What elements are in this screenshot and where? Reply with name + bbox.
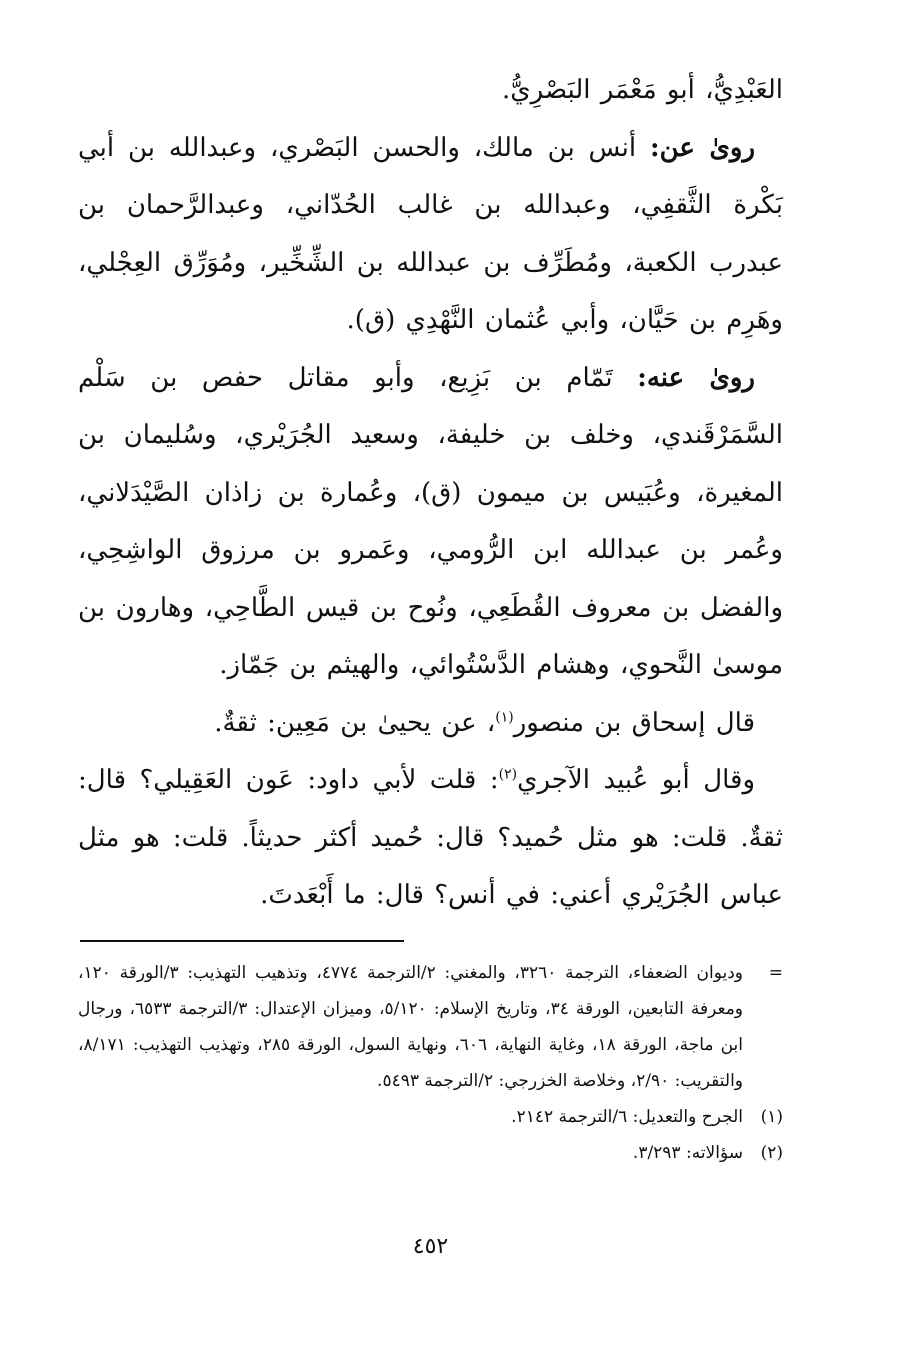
ajurri-quote-start: وقال أبو عُبيد الآجري [517,765,756,795]
paragraph-narrated-from [78,120,783,350]
footnote-continuation-mark: = [768,963,783,983]
footnote-continuation [78,955,783,1099]
paragraph-ishaq-quote [78,695,783,753]
footnote-mark-2: (٢) [760,1143,783,1163]
ajurri-quote-end: : قلت لأبي داود: عَون العَقِيلي؟ قال: ثقةٌ. قلت: هو مثل حُميد؟ قال: حُميد أكثر حديثاً. قلت: هو مثل عباس الجُرَيْري أعني: في أنس؟ قال: ما أَبْعَدتَ. [78,765,783,910]
footnotes [78,955,783,1171]
narrated-from-text: أنس بن مالك، والحسن البَصْري، وعبدالله بن أبي بَكْرة الثَّقفِي، وعبدالله بن غالب الحُدّاني، وعبدالرَّحمان بن عبدرب الكعبة، ومُطَرِّف بن عبدالله بن الشِّخِّير، ومُوَرِّق العِجْلي، وهَرِم بن حَيَّان، وأبي عُثمان النَّهْدِي (ق). [78,132,783,335]
narrated-by-text: تَمّام بن بَزِيع، وأبو مقاتل حفص بن سَلْم السَّمَرْقَندي، وخلف بن خليفة، وسعيد الجُرَيْري، وسُليمان بن المغيرة، وعُبَيس بن ميمون (ق)، وعُمارة بن زاذان الصَّيْدَلاني، وعُمر بن عبدالله ابن الرُّومي، وعَمرو بن مرزوق الواشِحِي، والفضل بن معروف القُطَعِي، ونُوح بن قيس الطَّاحِي، وهارون بن موسىٰ النَّحوي، وهشام الدَّسْتُوائي، والهيثم بن جَمّاز. [78,362,783,680]
paragraph-narrated-by [78,350,783,695]
footnote-ref-2[interactable]: (٢) [498,766,518,783]
paragraph-name [78,62,783,120]
footnote-ref-1[interactable]: (١) [495,708,514,725]
ishaq-quote-end: ، عن يحيىٰ بن مَعِين: ثقةٌ. [214,707,496,738]
narrated-by-heading: روىٰ عنه: [637,362,755,393]
footnote-mark-1: (١) [760,1107,783,1127]
name-line: العَبْدِيُّ، أبو مَعْمَر البَصْرِيُّ. [502,75,783,105]
footnote-continuation-text: وديوان الضعفاء، الترجمة ٣٢٦٠، والمغني: ٢/الترجمة ٤٧٧٤، وتذهيب التهذيب: ٣/الورقة ١٢٠، ومعرفة التابعين، الورقة ٣٤، وتاريخ الإسلام: ٥/١٢٠، وميزان الإعتدال: ٣/الترجمة ٦٥٣٣، ورجال ابن ماجة، الورقة ١٨، وغاية النهاية، ٦٠٦، ونهاية السول، الورقة ٢٨٥، وتهذيب التهذيب: ٨/١٧١، والتقريب: ٢/٩٠، وخلاصة الخزرجي: ٢/الترجمة ٥٤٩٣. [78,963,744,1091]
footnote-separator [80,940,404,942]
document-page [78,62,783,1332]
narrated-from-heading: روىٰ عن: [650,132,755,163]
page-number: ٤٥٢ [412,1234,449,1259]
main-text [78,62,783,925]
footnote-item [78,1135,783,1171]
footnote-item [78,1099,783,1135]
paragraph-ajurri-quote [78,752,783,925]
footnote-text-2: سؤالاته: ٣/٢٩٣. [632,1143,743,1163]
ishaq-quote-start: قال إسحاق بن منصور [513,707,755,738]
footnote-text-1: الجرح والتعديل: ٦/الترجمة ٢١٤٢. [511,1107,743,1127]
